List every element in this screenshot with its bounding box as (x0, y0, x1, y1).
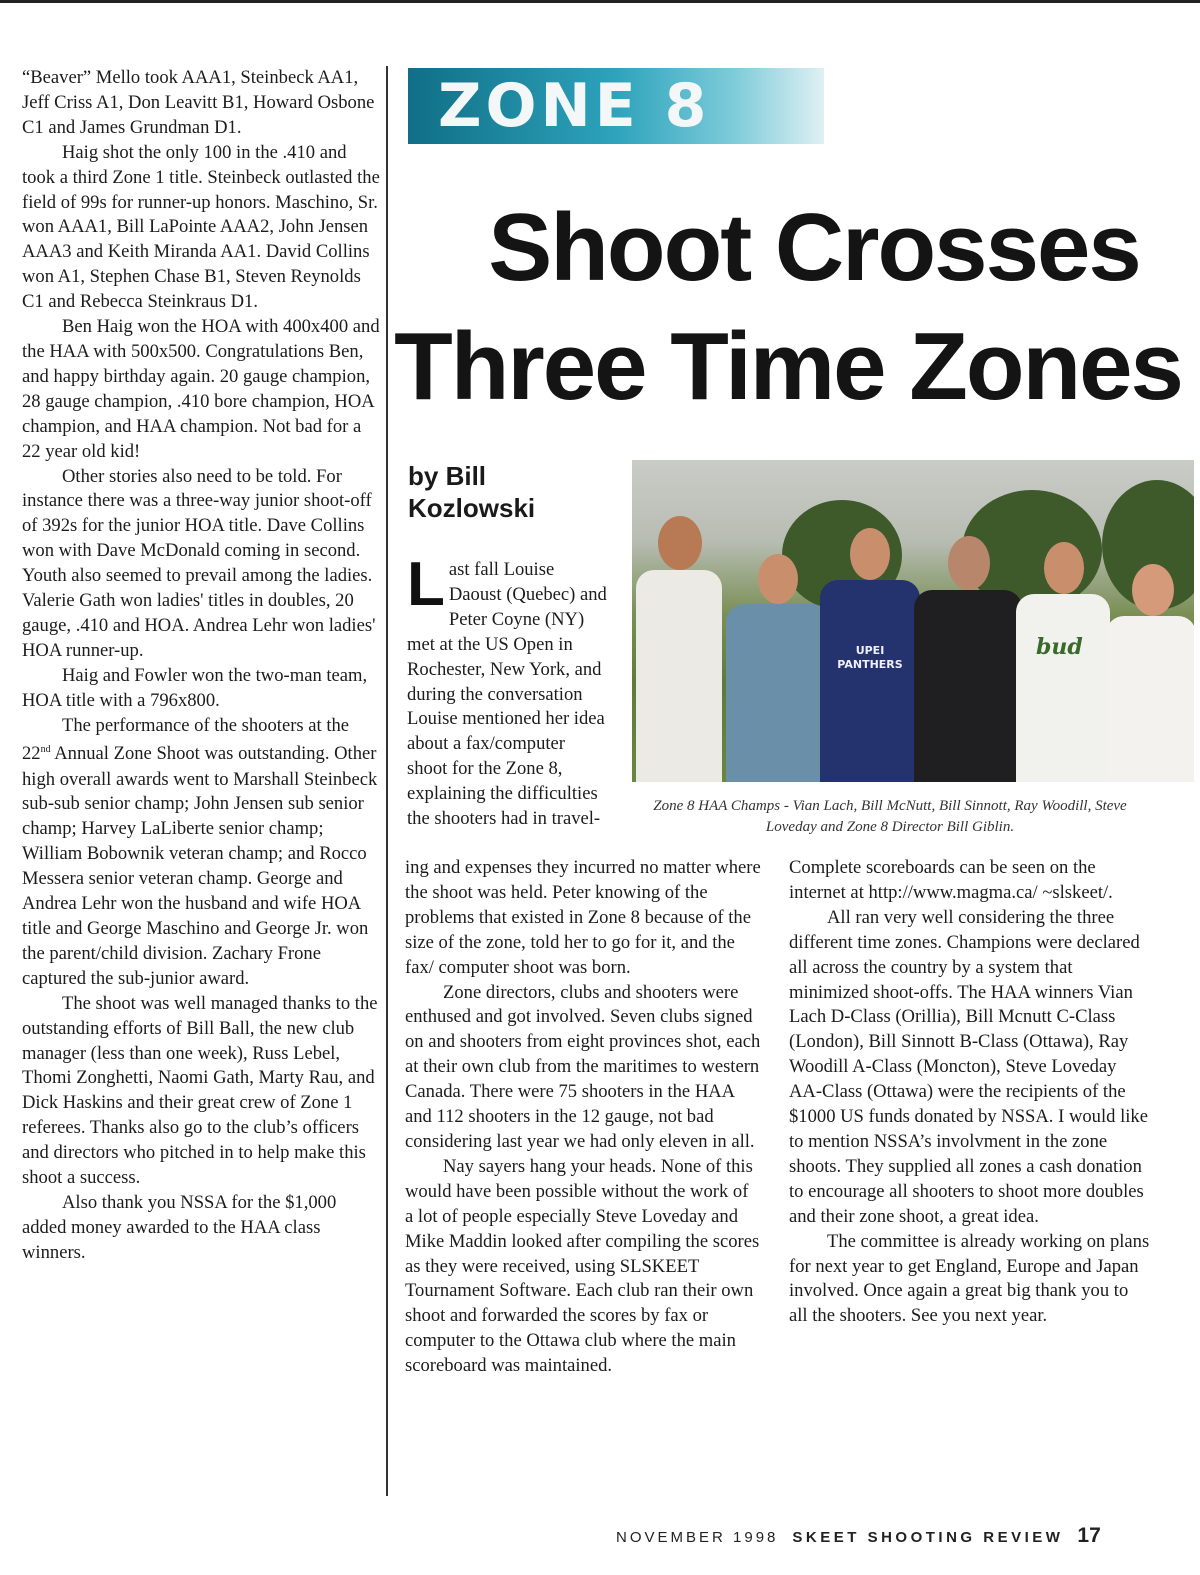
intro-text: ast fall Louise Daoust (Quebec) and Peter Coyne (NY) met at the US Open in Rochester, New York, and during the conversation Louise mentioned her idea about a fax/computer shoot for the Zone 8, explaining the difficulties the shooters had in travel- (407, 559, 607, 830)
person-body (820, 580, 920, 782)
column-divider (386, 66, 388, 1496)
middle-paragraph: Zone directors, clubs and shooters were enthused and got involved. Seven clubs signed on and shooters from eight provinces shot, each at their own club from the maritimes to western Canada. There were 75 shooters in the HAA and 112 shooters in the 12 gauge, not bad considering last year we had only eleven in all. (405, 981, 761, 1152)
left-column (22, 66, 382, 1266)
group-photo (632, 460, 1194, 782)
cap-text: bud (1036, 634, 1083, 660)
left-paragraph: Also thank you NSSA for the $1,000 added money awarded to the HAA class winners. (22, 1191, 337, 1263)
person-body (914, 590, 1022, 782)
perf-text-after: Annual Zone Shoot was outstanding. Other high overall awards went to Marshall Steinbeck sub-sub senior champ; John Jensen sub senior champ; Harvey LaLiberte senior champ; William Bobownik veteran champ; and Rocco Messera senior veteran champ. George and Andrea Lehr won the husband and wife HOA title and George Maschino and George Jr. won the parent/child division. Zachary Frone captured the sub-junior award. (22, 743, 378, 989)
intro-paragraph (407, 550, 607, 832)
byline (408, 460, 608, 524)
left-paragraph-performance (22, 714, 382, 992)
photo-person (1016, 542, 1110, 782)
person-body (726, 604, 830, 782)
photo-person (914, 536, 1022, 782)
left-paragraph: “Beaver” Mello took AAA1, Steinbeck AA1, Jeff Criss A1, Don Leavitt B1, Howard Osbone C1 and James Grundman D1. (22, 67, 375, 138)
photo-person (820, 528, 920, 782)
left-paragraph: Ben Haig won the HOA with 400x400 and the HAA with 500x500. Congratulations Ben, and happy birthday again. 20 gauge champion, 28 gauge champion, .410 bore champion, HOA champion, and HAA champion. Not bad for a 22 year old kid! (22, 316, 380, 462)
page-number: 17 (1077, 1524, 1101, 1547)
left-paragraph: Haig shot the only 100 in the .410 and took a third Zone 1 title. Steinbeck outlasted the field of 99s for runner-up honors. Maschino, Sr. won AAA1, Bill LaPointe AAA2, John Jensen AAA3 and Keith Miranda AA1. David Collins won A1, Stephen Chase B1, Steven Reynolds C1 and Rebecca Steinkraus D1. (22, 141, 380, 313)
person-head (948, 536, 990, 590)
right-paragraph: All ran very well considering the three different time zones. Champions were declared all across the country by a system that minimized shoot-offs. The HAA winners Vian Lach D-Class (Orillia), Bill Mcnutt C-Class (London), Bill Sinnott B-Class (Ottawa), Ray Woodill A-Class (Moncton), Steve Loveday AA-Class (Ottawa) were the recipients of the $1000 US funds donated by NSSA. I would like to mention NSSA’s involvment in the zone shoots. They supplied all zones a cash donation to encourage all shooters to shoot more doubles and their zone shoot, a great idea. (789, 906, 1148, 1227)
footer-magazine-name: SKEET SHOOTING REVIEW (792, 1529, 1064, 1546)
middle-paragraph: Nay sayers hang your heads. None of this would have been possible without the work of a lot of people especially Steve Loveday and Mike Maddin looked after compiling the scores as they were received, using SLSKEET Tournament Software. Each club ran their own shoot and forwarded the scores by fax or computer to the Ottawa club where the main scoreboard was maintained. (405, 1155, 760, 1377)
left-paragraph: The shoot was well managed thanks to the outstanding efforts of Bill Ball, the new club manager (less than one week), Russ Lebel, Thomi Zonghetti, Naomi Gath, Marty Rau, and Dick Haskins and their great crew of Zone 1 referees. Thanks also go to the club’s officers and directors who pitched in to help make this shoot a success. (22, 992, 378, 1189)
byline-line-2: Kozlowski (408, 493, 536, 523)
photo-person (1106, 564, 1194, 782)
perf-text-before: The performance of the shooters at the 22 (22, 714, 350, 765)
person-body (636, 570, 722, 782)
headline (394, 188, 1194, 426)
photo-person (636, 516, 722, 782)
middle-paragraph: ing and expenses they incurred no matter where the shoot was held. Peter knowing of the problems that existed in Zone 8 because of the size of the zone, told her to go for it, and the fax/ computer shoot was born. (405, 857, 761, 978)
person-body (1016, 594, 1110, 782)
person-head (758, 554, 798, 604)
perf-ordinal-suffix: nd (40, 744, 51, 756)
drop-cap: L (407, 550, 445, 619)
person-body (1106, 616, 1194, 782)
headline-line-1: Shoot Crosses (488, 194, 1140, 301)
person-head (1044, 542, 1084, 594)
photo-caption: Zone 8 HAA Champs - Vian Lach, Bill McNutt, Bill Sinnott, Ray Woodill, Steve Loveday and Zone 8 Director Bill Giblin. (653, 798, 1127, 835)
byline-line-1: by Bill (408, 461, 487, 491)
right-paragraph: Complete scoreboards can be seen on the internet at http://www.magma.ca/ ~slskeet/. (789, 857, 1113, 903)
person-head (850, 528, 890, 580)
zone-banner (408, 68, 824, 144)
top-rule (0, 0, 1200, 3)
shirt-text: UPEI PANTHERS (837, 644, 903, 671)
footer-issue-date: NOVEMBER 1998 (616, 1529, 779, 1546)
right-paragraph: The committee is already working on plans for next year to get England, Europe and Japan involved. Once again a great big thank you to all the shooters. See you next year. (789, 1230, 1150, 1327)
headline-line-2: Three Time Zones (394, 313, 1182, 420)
photo-person (726, 554, 830, 782)
person-head (1132, 564, 1174, 616)
right-column (789, 856, 1151, 1329)
person-head (658, 516, 702, 570)
page-footer (616, 1524, 1156, 1548)
middle-column (405, 856, 761, 1379)
left-paragraph: Haig and Fowler won the two-man team, HOA title with a 796x800. (22, 664, 368, 711)
left-paragraph: Other stories also need to be told. For instance there was a three-way junior shoot-off of 392s for the junior HOA title. Dave Collins won with Dave McDonald coming in second. Youth also seemed to prevail among the ladies. Valerie Gath won ladies' titles in doubles, 20 gauge, .410 and HOA. Andrea Lehr won ladies' HOA runner-up. (22, 465, 376, 661)
zone-banner-label: ZONE 8 (438, 71, 711, 141)
